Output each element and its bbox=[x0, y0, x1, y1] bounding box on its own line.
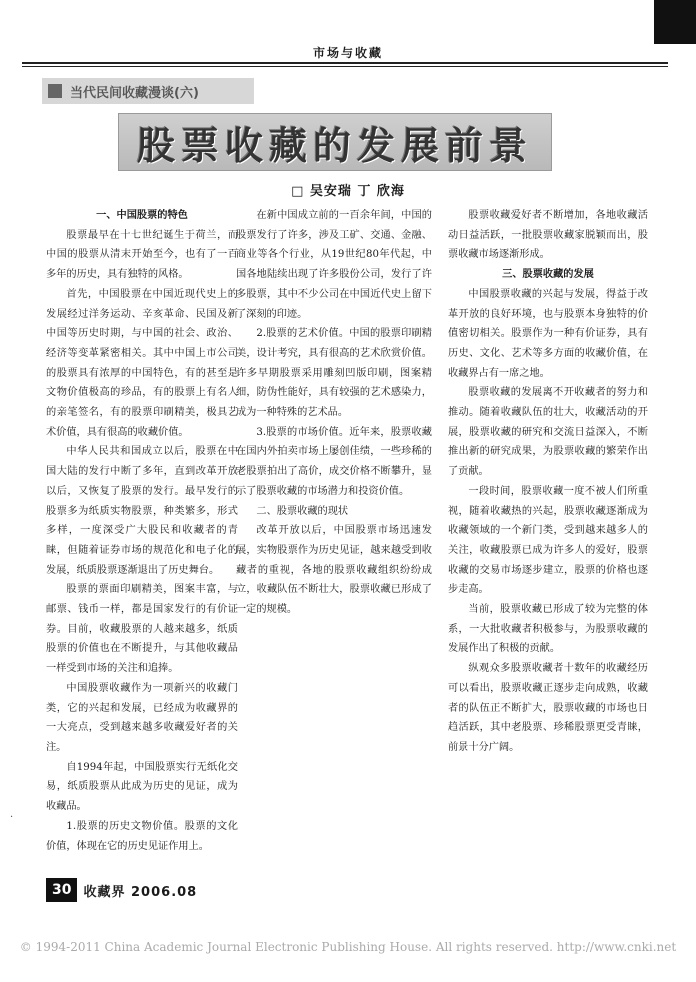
body-paragraph: 2.股票的艺术价值。中国的股票印刷精美，设计考究，具有很高的艺术欣赏价值。许多早期股票采用雕刻凹版印刷，图案精细，防伪性能好，具有较强的艺术感染力，成为一种特殊的艺术品。 bbox=[236, 328, 432, 419]
header-rule-thick bbox=[22, 62, 668, 64]
body-paragraph: 中国股票收藏作为一项新兴的收藏门类，它的兴起和发展，已经成为收藏界的一大亮点，受到越来越多收藏爱好者的关注。 bbox=[46, 682, 238, 753]
body-paragraph: 在新中国成立前的一百余年间，中国的股票发行了许多，涉及工矿、交通、金融、商业等各个行业，从19世纪80年代起，中国各地陆续出现了许多股份公司，发行了许多股票，其中不少公司在中国近代史上留下了深刻的印迹。 bbox=[236, 210, 432, 320]
body-paragraph: 股票收藏的发展离不开收藏者的努力和推动。随着收藏队伍的壮大，收藏活动的开展，股票收藏的研究和交流日益深入，不断推出新的研究成果，为股票收藏的繁荣作出了贡献。 bbox=[448, 387, 648, 478]
side-mark: · bbox=[10, 812, 14, 823]
text-column-2 bbox=[236, 206, 432, 834]
journal-name: 收藏界 2006.08 bbox=[83, 884, 198, 900]
body-paragraph: 中华人民共和国成立以后，股票在中国大陆的发行中断了多年，直到改革开放以后，又恢复了股票的发行。最早发行的股票多为纸质实物股票，种类繁多，形式多样，一度深受广大股民和收藏者的青睐，但随着证券市场的规范化和电子化的发展，纸质股票逐渐退出了历史舞台。 bbox=[46, 446, 238, 576]
text-column-1 bbox=[46, 206, 238, 852]
body-paragraph: 1.股票的历史文物价值。股票的文化价值，体现在它的历史见证作用上。 bbox=[46, 820, 238, 852]
section-heading: 三、股票收藏的发展 bbox=[502, 269, 594, 281]
body-paragraph: 3.股票的市场价值。近年来，股票收藏在国内外拍卖市场上屡创佳绩，一些珍稀的老股票拍出了高价，成交价格不断攀升，显示了股票收藏的市场潜力和投资价值。 bbox=[236, 426, 432, 497]
body-paragraph: 股票收藏爱好者不断增加，各地收藏活动日益活跃，一批股票收藏家脱颖而出，股票收藏市场逐渐形成。 bbox=[448, 210, 648, 261]
body-paragraph: 股票的票面印刷精美，图案丰富，与邮票、钱币一样，都是国家发行的有价证券。目前，收藏股票的人越来越多，纸质股票的价值也在不断提升，与其他收藏品一样受到市场的关注和追捧。 bbox=[46, 584, 238, 675]
body-paragraph: 二、股票收藏的现状 bbox=[256, 505, 349, 517]
square-icon bbox=[48, 84, 62, 98]
running-head: 市场与收藏 bbox=[312, 46, 383, 60]
byline: □ 吴安瑞 丁 欣海 bbox=[291, 184, 405, 199]
body-paragraph: 中国股票收藏的兴起与发展，得益于改革开放的良好环境，也与股票本身独特的价值密切相关。股票作为一种有价证券，具有历史、文化、艺术等多方面的收藏价值，在收藏界占有一席之地。 bbox=[448, 288, 648, 379]
body-paragraph: 当前，股票收藏已形成了较为完整的体系，一大批收藏者积极参与，为股票收藏的发展作出了积极的贡献。 bbox=[448, 604, 648, 655]
body-paragraph: 纵观众多股票收藏者十数年的收藏经历可以看出，股票收藏正逐步走向成熟，收藏者的队伍正不断扩大，股票收藏的市场也日趋活跃，其中老股票、珍稀股票更受青睐，前景十分广阔。 bbox=[448, 663, 648, 753]
body-paragraph: 首先，中国股票在中国近现代史上的发展经过洋务运动、辛亥革命、民国及新中国等历史时期，与中国的社会、政治、经济等变革紧密相关。其中中国上市公司的股票具有浓厚的中国特色，有的甚至是文物价值极高的珍品，有的股票上有名人的亲笔签名，有的股票印刷精美，极具艺术价值，具有很高的收藏价值。 bbox=[46, 288, 238, 438]
corner-mark bbox=[654, 0, 696, 44]
title-box bbox=[118, 113, 552, 171]
page-footer bbox=[46, 878, 197, 902]
copyright-notice: © 1994-2011 China Academic Journal Electronic Publishing House. All rights reserved. http://www.cnki.net bbox=[19, 940, 677, 954]
header-rule-thin bbox=[22, 66, 668, 67]
column-tag bbox=[42, 78, 254, 104]
body-paragraph: 股票最早在十七世纪诞生于荷兰，而中国的股票从清末开始至今，也有了一百多年的历史，具有独特的风格。 bbox=[46, 229, 238, 281]
section-heading: 一、中国股票的特色 bbox=[96, 210, 188, 221]
body-paragraph: 一段时间，股票收藏一度不被人们所重视，随着收藏热的兴起，股票收藏逐渐成为收藏领域的一个新门类，受到越来越多人的关注，收藏股票已成为许多人的爱好，股票收藏的交易市场逐步建立，股票的价格也逐步走高。 bbox=[448, 485, 648, 596]
text-column-3 bbox=[448, 206, 648, 834]
page-number: 30 bbox=[46, 878, 77, 902]
body-paragraph: 自1994年起，中国股票实行无纸化交易，纸质股票从此成为历史的见证，成为收藏品。 bbox=[46, 761, 238, 813]
column-tag-text: 当代民间收藏漫谈(六) bbox=[70, 85, 199, 101]
body-paragraph: 改革开放以后，中国股票市场迅速发展，实物股票作为历史见证，越来越受到收藏者的重视，各地的股票收藏组织纷纷成立，收藏队伍不断壮大，股票收藏已形成了一定的规模。 bbox=[236, 525, 432, 616]
article-title: 股票收藏的发展前景 bbox=[136, 123, 533, 168]
